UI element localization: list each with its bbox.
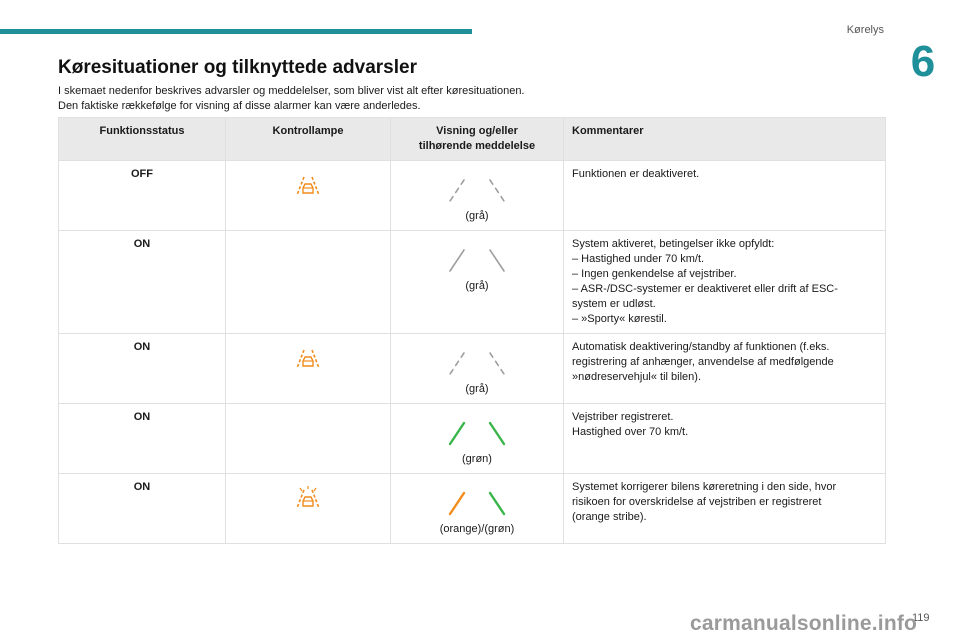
display-color-label: (grå): [465, 383, 489, 395]
lane-display-icon: [442, 350, 512, 378]
display-cell: [391, 474, 564, 544]
comment-line: Automatisk deaktivering/standby af funktionen (f.eks.: [572, 341, 830, 353]
lane-display-icon: [442, 420, 512, 448]
watermark: carmanualsonline.info: [690, 612, 918, 635]
lamp-cell: [226, 334, 391, 404]
comment-cell: [564, 161, 886, 231]
display-cell: [391, 334, 564, 404]
lane-warning-flashing-icon: [293, 484, 323, 514]
col-header-display-text: Visning og/eller tilhørende meddelelse: [418, 125, 536, 152]
display-cell: [391, 161, 564, 231]
status-cell: ON: [59, 404, 226, 474]
comment-cell: [564, 474, 886, 544]
comment-line: System aktiveret, betingelser ikke opfyldt:: [572, 238, 775, 250]
warnings-table: [58, 117, 886, 544]
comment-line: – Hastighed under 70 km/t.: [572, 253, 705, 265]
table-row: [59, 231, 886, 334]
table-row: [59, 334, 886, 404]
status-cell: ON: [59, 231, 226, 334]
col-header-display: [391, 118, 564, 161]
comment-cell: [564, 334, 886, 404]
col-header-lamp: Kontrollampe: [226, 118, 391, 161]
intro-line: Den faktiske rækkefølge for visning af disse alarmer kan være anderledes.: [58, 100, 421, 112]
comment-line: – Ingen genkendelse af vejstriber.: [572, 268, 737, 280]
col-header-comments: Kommentarer: [564, 118, 886, 161]
intro-line: I skemaet nedenfor beskrives advarsler og meddelelser, som bliver vist alt efter køresituationen.: [58, 85, 525, 97]
status-cell: ON: [59, 474, 226, 544]
table-body: [59, 161, 886, 544]
lamp-cell: [226, 231, 391, 334]
page-title: Køresituationer og tilknyttede advarsler: [58, 57, 417, 78]
display-color-label: (grå): [465, 280, 489, 292]
comment-line: – ASR-/DSC-systemer er deaktiveret eller drift af ESC-: [572, 283, 838, 295]
comment-line: (orange stribe).: [572, 511, 647, 523]
comment-cell: [564, 404, 886, 474]
display-cell: [391, 231, 564, 334]
status-cell: ON: [59, 334, 226, 404]
display-cell: [391, 404, 564, 474]
comment-line: risikoen for overskridelse af vejstriben er registreret: [572, 496, 822, 508]
chapter-number: 6: [910, 37, 936, 86]
table-row: [59, 161, 886, 231]
table-header-row: [59, 118, 886, 161]
comment-line: Systemet korrigerer bilens køreretning i den side, hvor: [572, 481, 837, 493]
comment-line: registrering af anhænger, anvendelse af medfølgende: [572, 356, 834, 368]
lane-warning-icon: [293, 344, 323, 374]
lamp-cell: [226, 161, 391, 231]
header-accent-bar: [0, 29, 472, 34]
lane-display-icon: [442, 490, 512, 518]
lamp-cell: [226, 474, 391, 544]
lane-display-icon: [442, 177, 512, 205]
intro-text: [58, 84, 878, 114]
display-color-label: (orange)/(grøn): [439, 523, 515, 535]
comment-line: Hastighed over 70 km/t.: [572, 426, 689, 438]
table-row: [59, 474, 886, 544]
display-color-label: (grøn): [462, 453, 492, 465]
lamp-cell: [226, 404, 391, 474]
comment-line: Vejstriber registreret.: [572, 411, 674, 423]
section-name: Kørelys: [846, 24, 884, 36]
comment-line: system er udløst.: [572, 298, 656, 310]
page-number: 119: [912, 612, 930, 624]
comment-line: – »Sporty« kørestil.: [572, 313, 667, 325]
status-cell: OFF: [59, 161, 226, 231]
lane-display-icon: [442, 247, 512, 275]
comment-cell: [564, 231, 886, 334]
display-color-label: (grå): [465, 210, 489, 222]
lane-warning-icon: [293, 171, 323, 201]
col-header-status: Funktionsstatus: [59, 118, 226, 161]
comment-line: »nødreservehjul« til bilen).: [572, 371, 702, 383]
comment-line: Funktionen er deaktiveret.: [572, 168, 700, 180]
table-row: [59, 404, 886, 474]
